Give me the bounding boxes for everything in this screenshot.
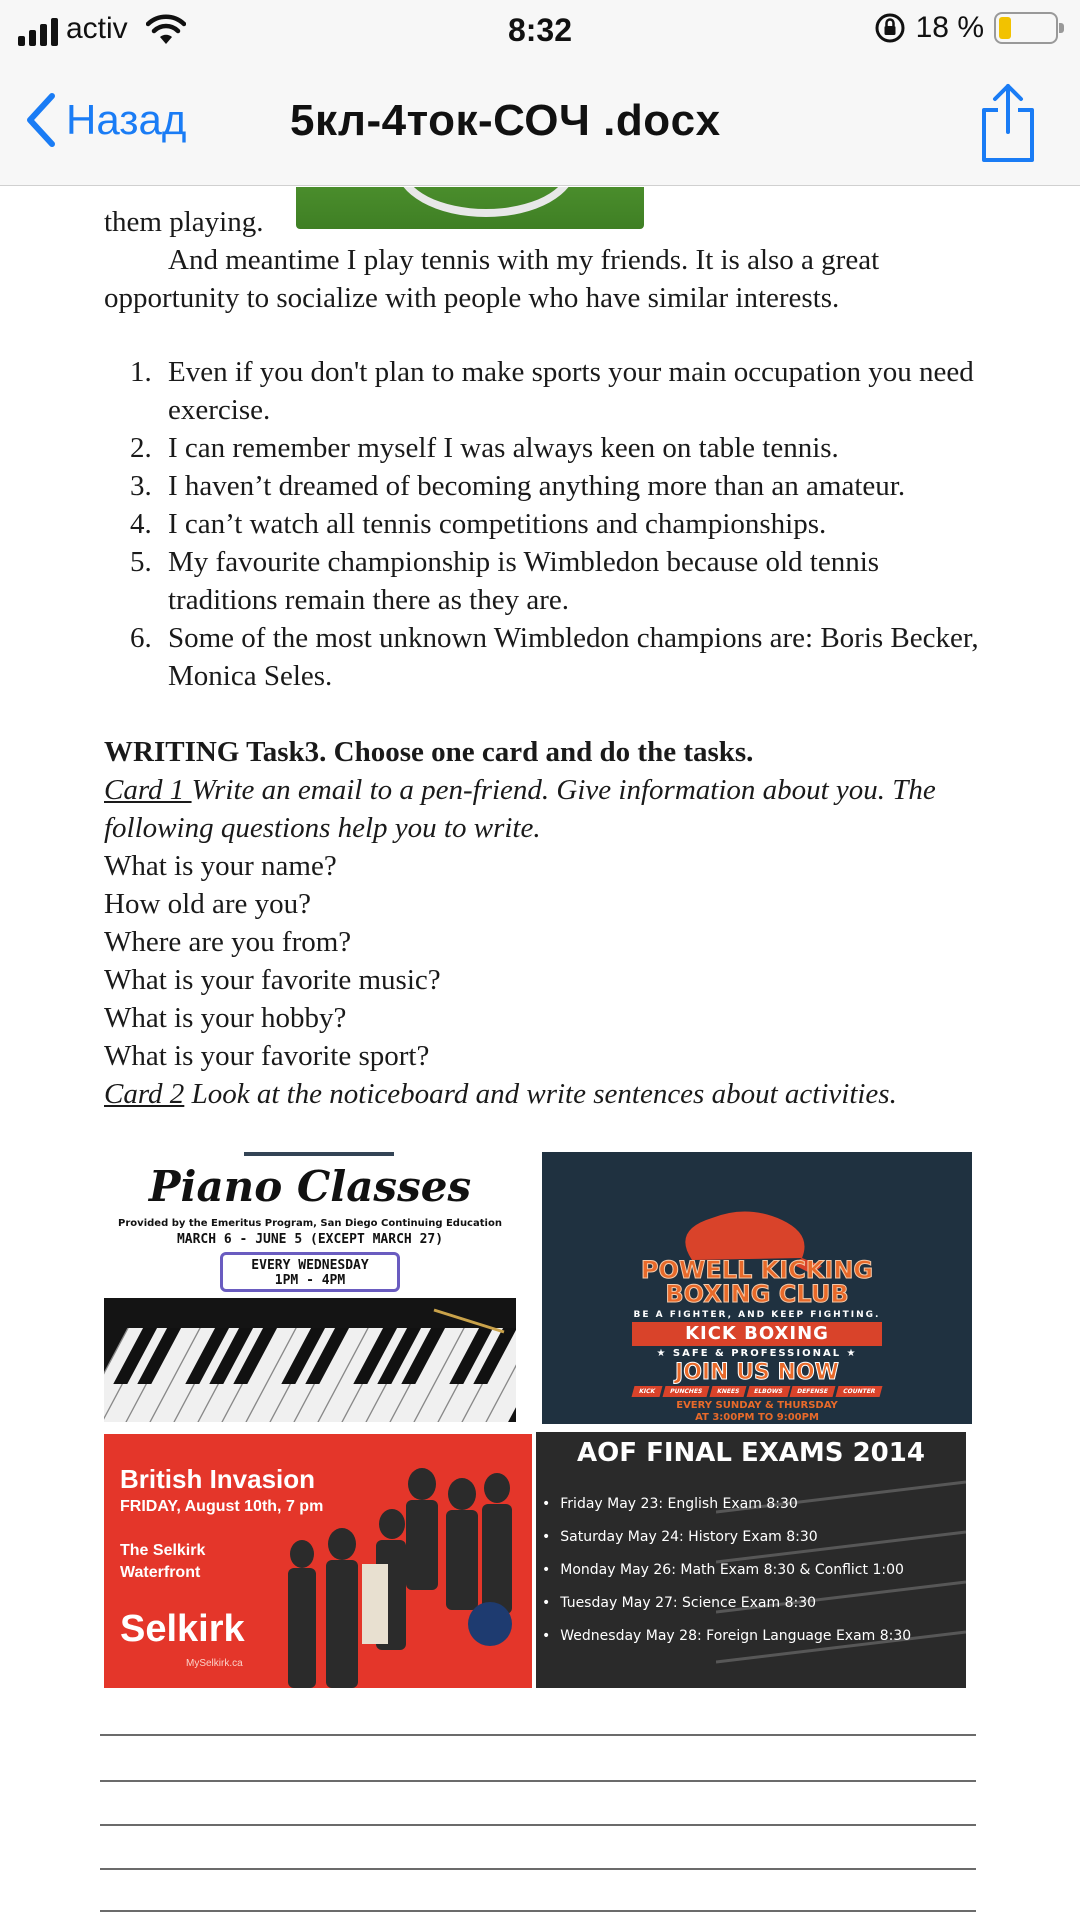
boxing-club-name xyxy=(542,1258,972,1306)
answer-line[interactable] xyxy=(100,1824,976,1826)
exam-item: • Saturday May 24: History Exam 8:30 xyxy=(542,1521,911,1554)
british-invasion-poster xyxy=(104,1434,532,1688)
exams-list xyxy=(542,1488,911,1653)
final-exams-poster xyxy=(536,1432,966,1688)
boxing-club-line1: POWELL KICKING xyxy=(640,1256,874,1284)
statements-list xyxy=(104,353,984,695)
piano-title: Piano Classes xyxy=(148,1162,472,1211)
exam-item: • Tuesday May 27: Science Exam 8:30 xyxy=(542,1587,911,1620)
skill-chip: KNEES xyxy=(709,1386,746,1397)
question-list xyxy=(104,847,984,1075)
card1-label: Card 1 xyxy=(104,774,192,806)
question: What is your favorite music? xyxy=(104,964,441,996)
answer-line[interactable] xyxy=(100,1868,976,1870)
boxing-schedule xyxy=(542,1400,972,1424)
piano-classes-poster xyxy=(104,1152,516,1422)
skill-chip: KICK xyxy=(631,1386,662,1397)
answer-line[interactable] xyxy=(100,1910,976,1912)
card1-text: Write an email to a pen-friend. Give information about you. The following questions help you to write. xyxy=(104,774,936,844)
kickboxing-poster xyxy=(542,1152,972,1424)
status-bar xyxy=(0,0,1080,60)
paragraph-them-playing: them playing. xyxy=(104,206,264,238)
piano-dates: MARCH 6 - JUNE 5 (EXCEPT MARCH 27) xyxy=(176,1232,444,1247)
writing-heading: WRITING Task3. Choose one card and do the tasks. xyxy=(104,736,754,768)
carrier-name: activ xyxy=(66,12,128,45)
list-item: 5. My favourite championship is Wimbledon because old tennis traditions remain there as they are. xyxy=(130,546,880,616)
join-us-now: JOIN US NOW xyxy=(675,1360,839,1385)
exam-item: • Friday May 23: English Exam 8:30 xyxy=(542,1488,911,1521)
chevron-left-icon xyxy=(22,90,58,150)
share-icon[interactable] xyxy=(978,80,1038,164)
boxing-motto: BE A FIGHTER, AND KEEP FIGHTING. xyxy=(633,1310,881,1320)
kick-boxing-banner: KICK BOXING xyxy=(632,1322,882,1346)
card2-instructions xyxy=(104,1075,984,1113)
status-right xyxy=(874,10,1064,46)
british-title: British Invasion xyxy=(120,1464,316,1494)
safe-professional: ★ SAFE & PROFESSIONAL ★ xyxy=(656,1348,858,1359)
skill-chip: COUNTER xyxy=(836,1386,883,1397)
document-title: 5кл-4ток-СОЧ .docx xyxy=(290,96,721,145)
navigation-bar xyxy=(0,60,1080,186)
selkirk-logo: Selkirk xyxy=(120,1608,245,1650)
answer-line[interactable] xyxy=(100,1734,976,1736)
back-button[interactable] xyxy=(22,90,186,150)
question: What is your favorite sport? xyxy=(104,1040,430,1072)
rotation-lock-icon xyxy=(874,12,906,44)
selkirk-url: MySelkirk.ca xyxy=(186,1658,243,1669)
exams-title: AOF FINAL EXAMS 2014 xyxy=(577,1438,925,1468)
question: What is your name? xyxy=(104,850,337,882)
battery-icon xyxy=(994,12,1064,44)
boxing-club-line2: BOXING CLUB xyxy=(665,1280,849,1308)
battery-percent: 18 % xyxy=(915,11,984,44)
boxing-days: EVERY SUNDAY & THURSDAY xyxy=(676,1400,838,1411)
skill-chip: ELBOWS xyxy=(746,1386,789,1397)
question: How old are you? xyxy=(104,888,311,920)
question: Where are you from? xyxy=(104,926,352,958)
status-time: 8:32 xyxy=(507,12,573,48)
boxing-skill-chips xyxy=(592,1386,922,1397)
british-date: FRIDAY, August 10th, 7 pm xyxy=(120,1498,324,1515)
poster-header-line xyxy=(244,1152,394,1156)
piano-day: EVERY WEDNESDAY xyxy=(251,1258,369,1273)
list-item: 3. I haven’t dreamed of becoming anything more than an amateur. xyxy=(130,470,906,502)
exam-item: • Monday May 26: Math Exam 8:30 & Conflict 1:00 xyxy=(542,1554,911,1587)
piano-keys-image xyxy=(104,1298,516,1422)
card2-text: Look at the noticeboard and write sentences about activities. xyxy=(184,1078,897,1110)
card1-instructions xyxy=(104,771,984,847)
list-item: 2. I can remember myself I was always keen on table tennis. xyxy=(130,432,839,464)
list-item: 1. Even if you don't plan to make sports your main occupation you need exercise. xyxy=(130,356,974,426)
piano-hours: 1PM - 4PM xyxy=(274,1273,346,1288)
list-item: 6. Some of the most unknown Wimbledon champions are: Boris Becker, Monica Seles. xyxy=(130,622,979,692)
paragraph-meantime: And meantime I play tennis with my friends. It is also a great opportunity to socialize with people who have similar interests. xyxy=(104,244,880,314)
question: What is your hobby? xyxy=(104,1002,347,1034)
piano-provider: Provided by the Emeritus Program, San Diego Continuing Education xyxy=(118,1218,502,1229)
list-item: 4. I can’t watch all tennis competitions and championships. xyxy=(130,508,827,540)
skill-chip: PUNCHES xyxy=(662,1386,709,1397)
answer-line[interactable] xyxy=(100,1780,976,1782)
skill-chip: DEFENSE xyxy=(790,1386,836,1397)
piano-schedule-box xyxy=(220,1252,400,1292)
exam-item: • Wednesday May 28: Foreign Language Exam 8:30 xyxy=(542,1620,911,1653)
boxing-time: AT 3:00PM TO 9:00PM xyxy=(695,1412,819,1423)
card2-label: Card 2 xyxy=(104,1078,185,1110)
british-place: The Selkirk Waterfront xyxy=(120,1542,206,1581)
back-label: Назад xyxy=(66,96,187,143)
